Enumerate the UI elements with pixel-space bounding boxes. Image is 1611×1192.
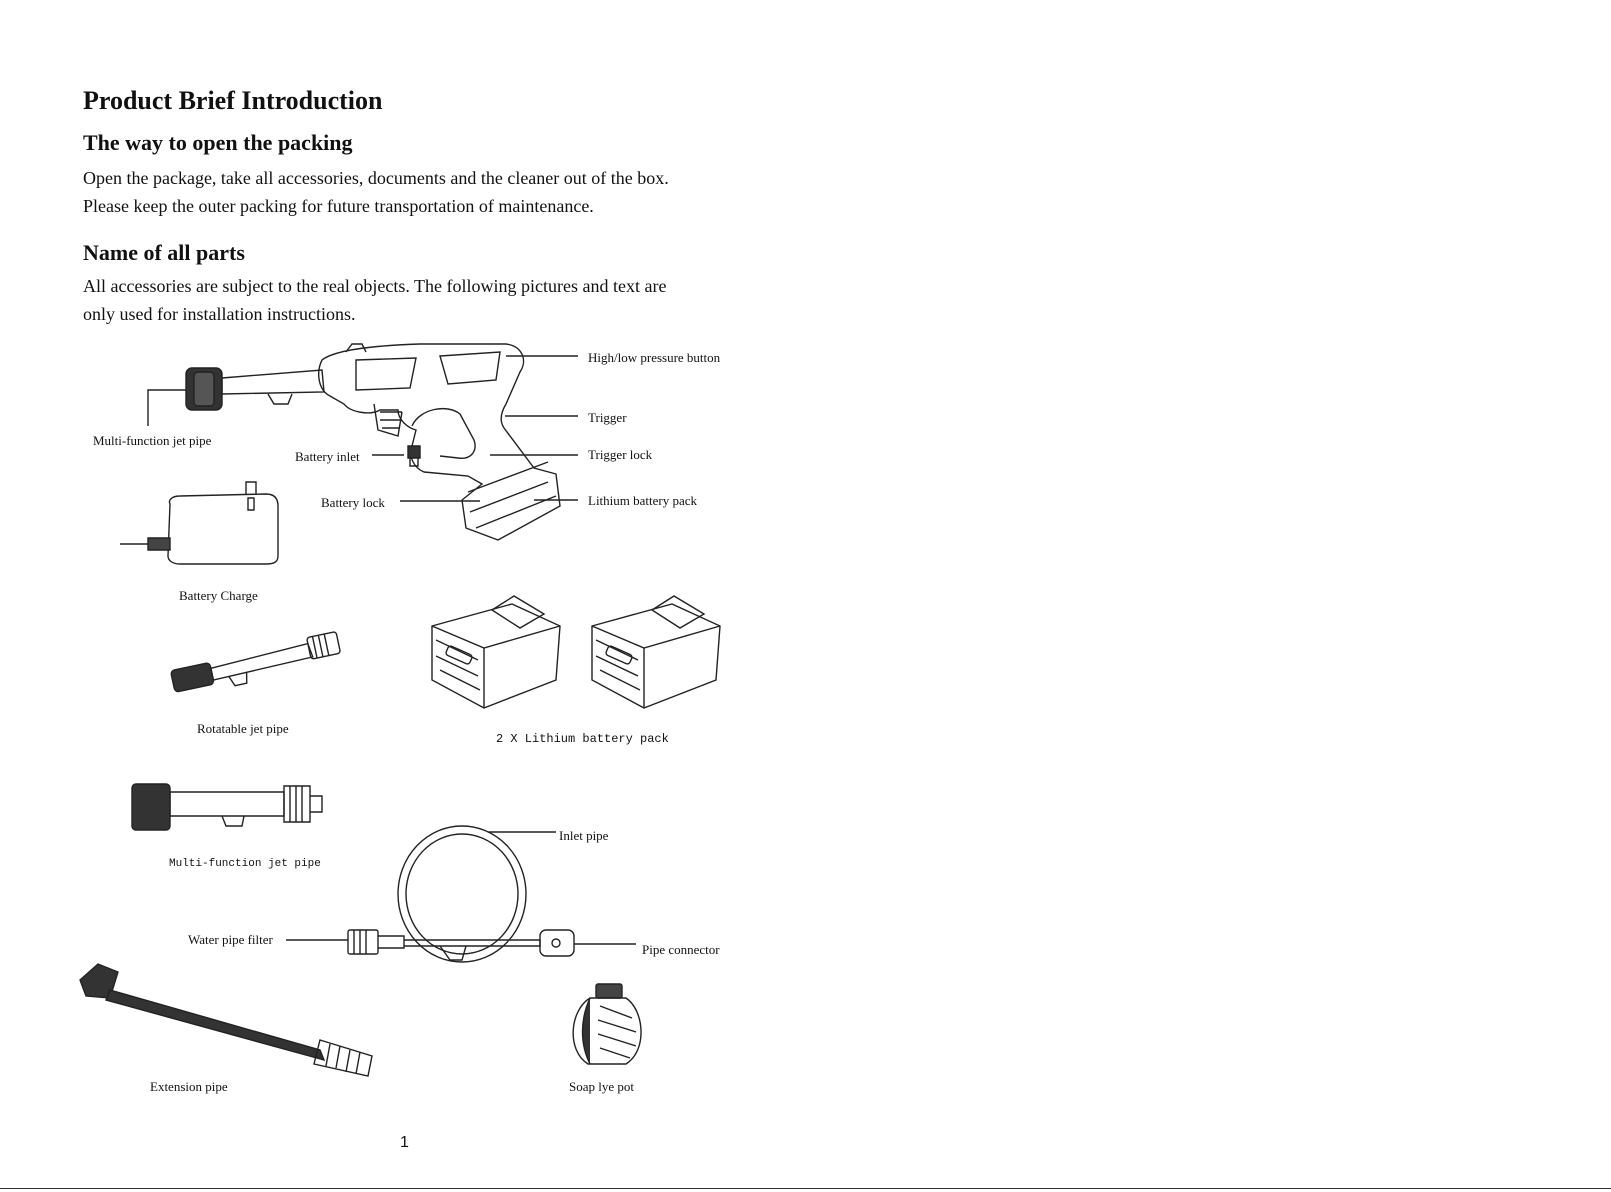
label-lithium-battery-pack: Lithium battery pack [588,493,698,508]
paragraph-line: Open the package, take all accessories, documents and the cleaner out of the box. [83,168,669,188]
label-battery-lock: Battery lock [321,495,385,510]
bottom-rule [0,1188,1611,1189]
label-multi-function-jet-pipe-2: Multi-function jet pipe [169,858,321,870]
paragraph-line: only used for installation instructions. [83,304,356,324]
label-water-pipe-filter: Water pipe filter [188,932,273,947]
paragraph-line: Please keep the outer packing for future transportation of maintenance. [83,196,594,216]
label-multi-function-jet-pipe: Multi-function jet pipe [93,433,212,448]
multi-function-jet-pipe-drawing [132,784,322,830]
battery-pack-right [592,596,720,708]
label-rotatable-jet-pipe: Rotatable jet pipe [197,721,289,736]
label-battery-charge: Battery Charge [179,588,258,603]
label-battery-inlet: Battery inlet [295,449,360,464]
soap-lye-pot-drawing [573,984,641,1064]
label-soap-lye-pot: Soap lye pot [569,1079,634,1094]
inlet-pipe-drawing [398,826,556,962]
section-heading-parts: Name of all parts [83,240,245,265]
label-high-low-pressure-button: High/low pressure button [588,350,721,365]
page-title: Product Brief Introduction [83,86,383,115]
paragraph-line: All accessories are subject to the real objects. The following pictures and text are [83,276,667,296]
page-number: 1 [400,1134,409,1151]
extension-pipe-drawing [80,964,372,1076]
label-trigger-lock: Trigger lock [588,447,653,462]
label-two-lithium-battery-packs: 2 X Lithium battery pack [496,732,669,746]
label-inlet-pipe: Inlet pipe [559,828,609,843]
water-pipe-filter-drawing [286,930,636,960]
section-heading-packing: The way to open the packing [83,130,353,155]
label-pipe-connector: Pipe connector [642,942,720,957]
label-trigger: Trigger [588,410,627,425]
battery-pack-left [432,596,560,708]
battery-charger-drawing [120,482,278,564]
rotatable-jet-pipe-drawing [170,632,343,699]
label-extension-pipe: Extension pipe [150,1079,228,1094]
